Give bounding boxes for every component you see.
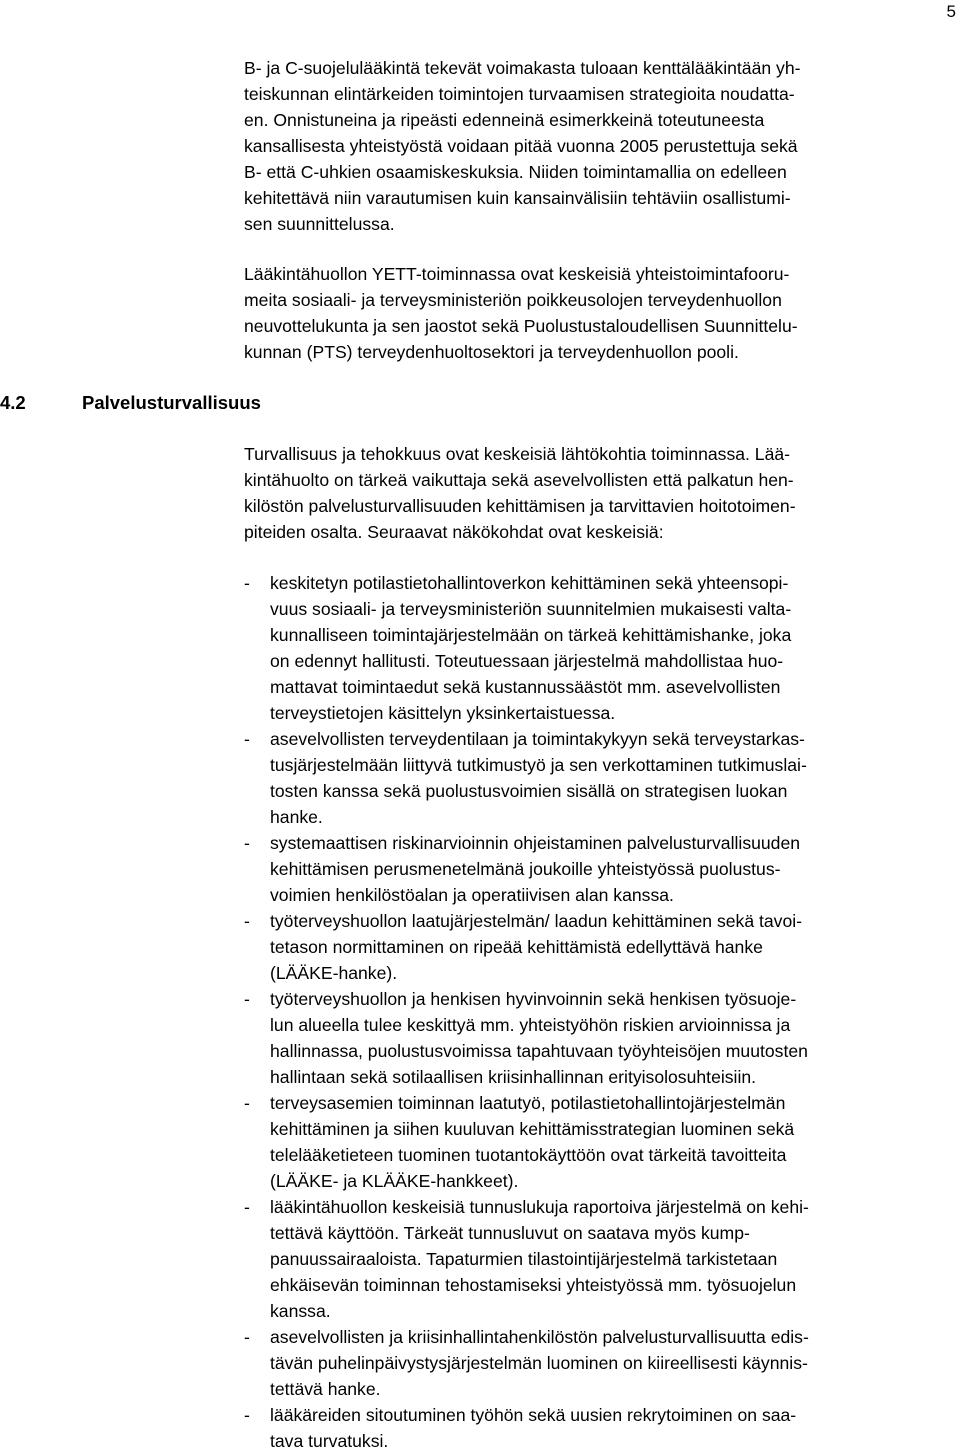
text-line: ehkäisevän toiminnan tehostamiseksi yhteistyössä mm. työsuojelun	[270, 1275, 797, 1295]
list-item	[244, 908, 958, 986]
section-title: Palvelusturvallisuus	[82, 392, 261, 413]
text-line: (LÄÄKE- ja KLÄÄKE-hankkeet).	[270, 1171, 519, 1191]
text-line: teiskunnan elintärkeiden toimintojen turvaamisen strategioita noudatta-	[244, 84, 795, 104]
bullet-dash: -	[244, 729, 250, 749]
text-line: tusjärjestelmään liittyvä tutkimustyö ja sen verkottaminen tutkimuslai-	[270, 755, 807, 775]
text-line: hallinnassa, puolustusvoimissa tapahtuvaan työyhteisöjen muutosten	[270, 1041, 808, 1061]
text-line: tettävä hanke.	[270, 1379, 381, 1399]
text-line: tettävä käyttöön. Tärkeät tunnusluvut on saatava myös kump-	[270, 1223, 750, 1243]
section-number: 4.2	[0, 392, 26, 413]
paragraph-yett-toiminta	[244, 261, 954, 365]
text-line: B- ja C-suojelulääkintä tekevät voimakasta tuloaan kenttälääkintään yh-	[244, 58, 801, 78]
bullet-dash: -	[244, 911, 250, 931]
text-line: piteiden osalta. Seuraavat näkökohdat ovat keskeisiä:	[244, 522, 664, 542]
text-line: mattavat toimintaedut sekä kustannussäästöt mm. asevelvollisten	[270, 677, 781, 697]
list-item	[244, 1402, 958, 1454]
text-line: asevelvollisten terveydentilaan ja toimintakykyyn sekä terveystarkas-	[270, 729, 805, 749]
text-line: kintähuolto on tärkeä vaikuttaja sekä asevelvollisten että palkatun hen-	[244, 470, 794, 490]
text-line: kehittäminen ja siihen kuuluvan kehittämisstrategian luominen sekä	[270, 1119, 795, 1139]
paragraph-palvelusturvallisuus-intro	[244, 441, 954, 545]
text-line: kilöstön palvelusturvallisuuden kehittämisen ja tarvittavien hoitotoimen-	[244, 496, 796, 516]
text-line: terveystietojen käsittelyn yksinkertaistuessa.	[270, 703, 616, 723]
text-line: Lääkintähuollon YETT-toiminnassa ovat keskeisiä yhteistoimintafooru-	[244, 264, 790, 284]
key-points-list	[244, 570, 958, 1454]
text-line: telelääketieteen tuominen tuotantokäyttöön ovat tärkeitä tavoitteita	[270, 1145, 787, 1165]
text-line: tosten kanssa sekä puolustusvoimien sisällä on strategisen luokan	[270, 781, 788, 801]
text-line: tava turvatuksi.	[270, 1431, 389, 1451]
text-line: en. Onnistuneina ja ripeästi edenneinä esimerkkeinä toteutuneesta	[244, 110, 765, 130]
text-line: meita sosiaali- ja terveysministeriön poikkeusolojen terveydenhuollon	[244, 290, 782, 310]
text-line: asevelvollisten ja kriisinhallintahenkilöstön palvelusturvallisuutta edis-	[270, 1327, 809, 1347]
text-line: Turvallisuus ja tehokkuus ovat keskeisiä lähtökohtia toiminnassa. Lää-	[244, 444, 791, 464]
bullet-dash: -	[244, 833, 250, 853]
text-line: vuus sosiaali- ja terveysministeriön suunnitelmien mukaisesti valta-	[270, 599, 792, 619]
bullet-dash: -	[244, 1093, 250, 1113]
list-item	[244, 1324, 958, 1402]
text-line: kunnan (PTS) terveydenhuoltosektori ja terveydenhuollon pooli.	[244, 342, 739, 362]
text-line: sen suunnittelussa.	[244, 214, 395, 234]
bullet-dash: -	[244, 573, 250, 593]
list-item	[244, 1194, 958, 1324]
text-line: lääkäreiden sitoutuminen työhön sekä uusien rekrytoiminen on saa-	[270, 1405, 797, 1425]
text-line: hanke.	[270, 807, 323, 827]
text-line: työterveyshuollon ja henkisen hyvinvoinnin sekä henkisen työsuoje-	[270, 989, 797, 1009]
text-line: kansallisesta yhteistyöstä voidaan pitää vuonna 2005 perustettuja sekä	[244, 136, 798, 156]
text-line: kehittämisen perusmenetelmänä joukoille yhteistyössä puolustus-	[270, 859, 781, 879]
text-line: panuussairaaloista. Tapaturmien tilastointijärjestelmä tarkistetaan	[270, 1249, 778, 1269]
bullet-dash: -	[244, 1327, 250, 1347]
bullet-dash: -	[244, 1197, 250, 1217]
text-line: kehitettävä niin varautumisen kuin kansainvälisiin tehtäviin osallistumi-	[244, 188, 791, 208]
list-item	[244, 726, 958, 830]
list-item	[244, 986, 958, 1090]
text-line: tävän puhelinpäivystysjärjestelmän luominen on kiireellisesti käynnis-	[270, 1353, 808, 1373]
text-line: työterveyshuollon laatujärjestelmän/ laadun kehittäminen sekä tavoi-	[270, 911, 803, 931]
bullet-dash: -	[244, 1405, 250, 1425]
text-line: voimien henkilöstöalan ja operatiivisen alan kanssa.	[270, 885, 674, 905]
text-line: keskitetyn potilastietohallintoverkon kehittäminen sekä yhteensopi-	[270, 573, 789, 593]
text-line: tetason normittaminen on ripeää kehittämistä edellyttävä hanke	[270, 937, 763, 957]
text-line: on edennyt hallitusti. Toteutuessaan järjestelmä mahdollistaa huo-	[270, 651, 784, 671]
text-line: B- että C-uhkien osaamiskeskuksia. Niiden toimintamallia on edelleen	[244, 162, 787, 182]
text-line: lun alueella tulee keskittyä mm. yhteistyöhön riskien arvioinnissa ja	[270, 1015, 791, 1035]
text-line: lääkintähuollon keskeisiä tunnuslukuja raportoiva järjestelmä on kehi-	[270, 1197, 809, 1217]
page-number: 5	[946, 2, 956, 21]
section-heading	[0, 390, 261, 416]
text-line: hallintaan sekä sotilaallisen kriisinhallinnan erityisolosuhteisiin.	[270, 1067, 757, 1087]
text-line: (LÄÄKE-hanke).	[270, 963, 398, 983]
text-line: neuvottelukunta ja sen jaostot sekä Puolustustaloudellisen Suunnittelu-	[244, 316, 798, 336]
paragraph-suojelulaakinta	[244, 55, 954, 237]
text-line: terveysasemien toiminnan laatutyö, potilastietohallintojärjestelmän	[270, 1093, 786, 1113]
text-line: systemaattisen riskinarvioinnin ohjeistaminen palvelusturvallisuuden	[270, 833, 801, 853]
bullet-dash: -	[244, 989, 250, 1009]
list-item	[244, 570, 958, 726]
text-line: kanssa.	[270, 1301, 331, 1321]
list-item	[244, 830, 958, 908]
list-item	[244, 1090, 958, 1194]
text-line: kunnalliseen toimintajärjestelmään on tärkeä kehittämishanke, joka	[270, 625, 792, 645]
